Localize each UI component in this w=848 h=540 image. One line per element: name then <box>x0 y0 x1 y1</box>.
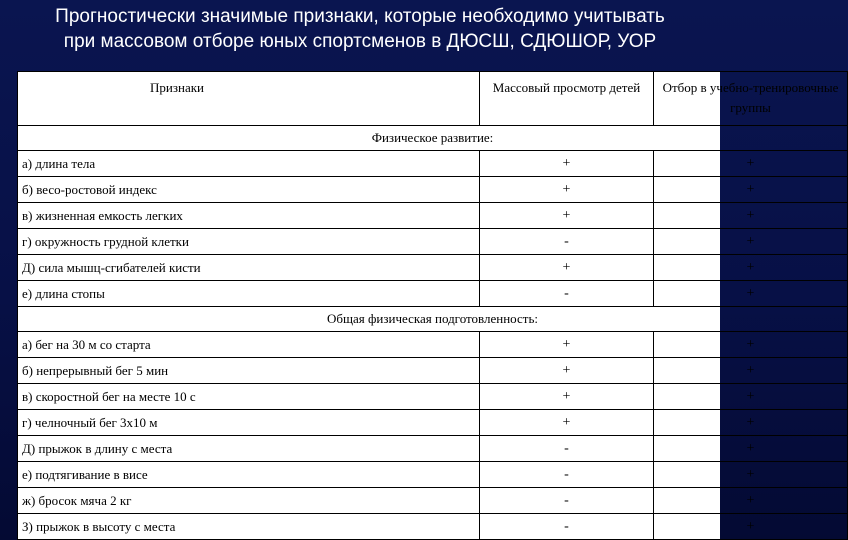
header-criteria: Признаки <box>18 72 480 126</box>
mass-mark: - <box>480 436 654 462</box>
mass-mark: - <box>480 488 654 514</box>
mass-mark: + <box>480 203 654 229</box>
mass-mark: + <box>480 384 654 410</box>
row-label: Д) сила мышц-сгибателей кисти <box>18 255 480 281</box>
table-row <box>18 281 848 307</box>
section-row <box>18 307 848 332</box>
mass-mark: - <box>480 462 654 488</box>
table-row <box>18 151 848 177</box>
mass-mark: - <box>480 229 654 255</box>
title-line-1: Прогностически значимые признаки, которые необходимо учитывать <box>55 6 665 27</box>
row-label: а) длина тела <box>18 151 480 177</box>
group-mark: + <box>654 410 848 436</box>
table-row <box>18 332 848 358</box>
group-mark: + <box>654 203 848 229</box>
header-mass-review: Массовый просмотр детей <box>480 72 654 126</box>
mass-mark: + <box>480 151 654 177</box>
group-mark: + <box>654 462 848 488</box>
row-label: в) скоростной бег на месте 10 с <box>18 384 480 410</box>
table-row <box>18 255 848 281</box>
row-label: а) бег на 30 м со старта <box>18 332 480 358</box>
group-mark: + <box>654 332 848 358</box>
table-row <box>18 229 848 255</box>
mass-mark: + <box>480 255 654 281</box>
row-label: б) непрерывный бег 5 мин <box>18 358 480 384</box>
row-label: г) окружность грудной клетки <box>18 229 480 255</box>
section-title-physical-development: Физическое развитие: <box>18 126 848 151</box>
criteria-table <box>17 71 848 540</box>
header-group-selection: Отбор в учебно-тренировочные группы <box>654 72 848 126</box>
group-mark: + <box>654 384 848 410</box>
row-label: е) длина стопы <box>18 281 480 307</box>
table-row <box>18 384 848 410</box>
group-mark: + <box>654 436 848 462</box>
table-row <box>18 514 848 540</box>
table-row <box>18 358 848 384</box>
group-mark: + <box>654 177 848 203</box>
section-row <box>18 126 848 151</box>
table-row <box>18 177 848 203</box>
table-header-row <box>18 72 848 126</box>
section-title-general-fitness: Общая физическая подготовленность: <box>18 307 848 332</box>
mass-mark: - <box>480 514 654 540</box>
mass-mark: + <box>480 177 654 203</box>
group-mark: + <box>654 358 848 384</box>
group-mark: + <box>654 281 848 307</box>
mass-mark: + <box>480 332 654 358</box>
criteria-table-container <box>17 71 839 540</box>
table-row <box>18 203 848 229</box>
mass-mark: + <box>480 410 654 436</box>
group-mark: + <box>654 514 848 540</box>
table-row <box>18 436 848 462</box>
table-row <box>18 462 848 488</box>
mass-mark: + <box>480 358 654 384</box>
row-label: г) челночный бег 3х10 м <box>18 410 480 436</box>
table-row <box>18 488 848 514</box>
mass-mark: - <box>480 281 654 307</box>
row-label: б) весо-ростовой индекс <box>18 177 480 203</box>
group-mark: + <box>654 488 848 514</box>
group-mark: + <box>654 255 848 281</box>
title-line-2: при массовом отборе юных спортсменов в ДЮСШ, СДЮШОР, УОР <box>63 31 657 52</box>
row-label: З) прыжок в высоту с места <box>18 514 480 540</box>
row-label: е) подтягивание в висе <box>18 462 480 488</box>
row-label: ж) бросок мяча 2 кг <box>18 488 480 514</box>
group-mark: + <box>654 151 848 177</box>
group-mark: + <box>654 229 848 255</box>
slide-title <box>0 4 720 54</box>
row-label: Д) прыжок в длину с места <box>18 436 480 462</box>
row-label: в) жизненная емкость легких <box>18 203 480 229</box>
table-row <box>18 410 848 436</box>
